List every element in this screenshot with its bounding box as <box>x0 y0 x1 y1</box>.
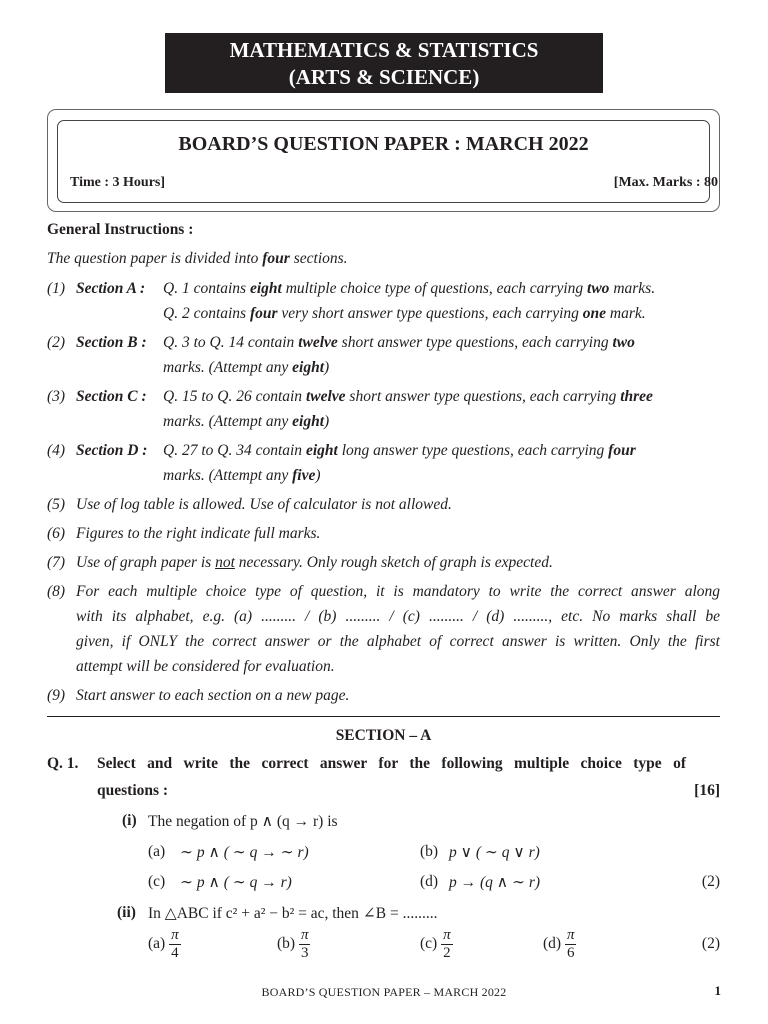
numerator: π <box>300 927 309 943</box>
instruction-2-number: (2) <box>47 334 66 351</box>
qi-option-b: p ∨ ( ∼ q ∨ r) <box>449 844 540 861</box>
instruction-2-line1 <box>163 334 635 352</box>
denominator: 6 <box>566 945 575 961</box>
text: multiple choice type of questions, each carrying <box>281 280 588 297</box>
numerator: π <box>443 927 451 943</box>
instruction-8-number: (8) <box>47 583 66 600</box>
fraction <box>299 927 311 962</box>
emphasis: twelve <box>305 388 346 405</box>
instruction-8-line3: given, if ONLY the correct answer or the alphabet of correct answer is written. Only the first <box>76 633 720 650</box>
instruction-7-number: (7) <box>47 554 66 571</box>
text: Use of graph paper is <box>76 554 216 571</box>
page-number: 1 <box>714 983 721 998</box>
instructions-intro <box>47 250 348 268</box>
text: Q. 15 to Q. 26 contain <box>163 388 306 405</box>
qii-option-c <box>420 927 453 962</box>
numerator: π <box>566 927 575 943</box>
instruction-8-line4: attempt will be considered for evaluation. <box>76 658 335 675</box>
emphasis: two <box>587 280 610 297</box>
text: marks. <box>609 280 656 297</box>
qii-option-a <box>148 927 181 962</box>
qi-option-d-label: (d) <box>420 873 439 890</box>
fraction <box>169 927 181 962</box>
emphasis: four <box>608 442 636 459</box>
instruction-4-number: (4) <box>47 442 66 459</box>
instruction-1-line1 <box>163 280 655 298</box>
instruction-2-line2 <box>163 359 329 377</box>
text: Q. 27 to Q. 34 contain <box>163 442 306 459</box>
emphasis: eight <box>292 359 325 376</box>
emphasis: eight <box>305 442 338 459</box>
q1-marks: [16] <box>694 782 720 799</box>
fraction <box>565 927 577 962</box>
q1-line2: questions : <box>97 782 169 799</box>
denominator: 4 <box>171 945 179 961</box>
qi-option-a-label: (a) <box>148 843 166 860</box>
instruction-6-number: (6) <box>47 525 66 542</box>
text: marks. (Attempt any <box>163 413 293 430</box>
text: Q. 2 contains <box>163 305 250 322</box>
instruction-8-line2: with its alphabet, e.g. (a) ......... / (b) ......... / (c) ......... / (d) ........., etc. No marks shall be <box>76 608 720 625</box>
instruction-5-number: (5) <box>47 496 66 513</box>
intro-text: The question paper is divided into <box>47 250 263 267</box>
text: Q. 1 contains <box>163 280 250 297</box>
qii-option-b-label: (b) <box>277 935 296 953</box>
q1-line1: Select and write the correct answer for the following multiple choice type of <box>97 755 686 772</box>
emphasis: one <box>582 305 607 322</box>
qii-text: In △ABC if c² + a² − b² = ac, then ∠B = ......... <box>148 905 438 922</box>
text: Q. 3 to Q. 14 contain <box>163 334 299 351</box>
text: mark. <box>606 305 646 322</box>
emphasis: four <box>249 305 278 322</box>
intro-emphasis: four <box>262 250 290 267</box>
subject-banner <box>165 33 603 93</box>
qii-option-c-label: (c) <box>420 935 438 953</box>
instruction-8-line1: For each multiple choice type of question, it is mandatory to write the correct answer along <box>76 583 720 600</box>
qii-option-d-label: (d) <box>543 935 562 953</box>
text: ) <box>324 359 330 376</box>
instruction-4-label: Section D : <box>76 442 148 459</box>
qii-number: (ii) <box>117 904 136 921</box>
denominator: 3 <box>300 945 309 961</box>
intro-text-end: sections. <box>289 250 348 267</box>
instruction-6-text: Figures to the right indicate full marks. <box>76 525 321 542</box>
qi-text: The negation of p ∧ (q → r) is <box>148 813 338 830</box>
q1-number: Q. 1. <box>47 755 79 772</box>
qi-option-a: ∼ p ∧ ( ∼ q → ∼ r) <box>180 844 309 861</box>
instruction-9-number: (9) <box>47 687 66 704</box>
max-marks: [Max. Marks : 80 <box>613 175 718 190</box>
section-a-title: SECTION – A <box>335 727 432 744</box>
instruction-4-line2 <box>163 467 321 485</box>
qii-option-b <box>277 927 310 962</box>
text: long answer type questions, each carrying <box>337 442 609 459</box>
instruction-3-label: Section C : <box>76 388 147 405</box>
text: necessary. Only rough sketch of graph is expected. <box>234 554 553 571</box>
denominator: 2 <box>443 945 451 961</box>
instruction-4-line1 <box>163 442 636 460</box>
instructions-title: General Instructions : <box>47 221 194 238</box>
emphasis: eight <box>292 413 325 430</box>
qi-option-c: ∼ p ∧ ( ∼ q → r) <box>180 874 292 891</box>
instruction-1-number: (1) <box>47 280 66 297</box>
emphasis: two <box>612 334 635 351</box>
instruction-5-text: Use of log table is allowed. Use of calculator is not allowed. <box>76 496 452 513</box>
qii-marks: (2) <box>701 935 720 952</box>
fraction <box>441 927 453 962</box>
instruction-1-label: Section A : <box>76 280 146 297</box>
banner-line2: (ARTS & SCIENCE) <box>288 65 480 89</box>
time-allowed: Time : 3 Hours] <box>70 175 166 190</box>
text: marks. (Attempt any <box>163 359 293 376</box>
instruction-9-text: Start answer to each section on a new page. <box>76 687 350 704</box>
emphasis: eight <box>249 280 282 297</box>
text: ) <box>324 413 330 430</box>
qi-marks: (2) <box>701 873 720 890</box>
instruction-3-line1 <box>163 388 653 406</box>
banner-line1: MATHEMATICS & STATISTICS <box>229 38 539 62</box>
instruction-3-number: (3) <box>47 388 66 405</box>
paper-title: BOARD’S QUESTION PAPER : MARCH 2022 <box>178 133 589 155</box>
text: short answer type questions, each carrying <box>345 388 621 405</box>
text: ) <box>315 467 321 484</box>
qii-option-a-label: (a) <box>148 935 166 953</box>
qi-option-c-label: (c) <box>148 873 166 890</box>
qi-option-d: p → (q ∧ ∼ r) <box>449 874 541 891</box>
text: marks. (Attempt any <box>163 467 293 484</box>
underlined-text: not <box>215 554 235 571</box>
text: very short answer type questions, each carrying <box>277 305 583 322</box>
numerator: π <box>171 927 179 943</box>
divider-line <box>47 716 720 717</box>
text: short answer type questions, each carrying <box>337 334 613 351</box>
emphasis: three <box>620 388 653 405</box>
page-footer: BOARD’S QUESTION PAPER – MARCH 2022 <box>261 985 507 999</box>
instruction-1-line2 <box>163 305 646 323</box>
emphasis: twelve <box>298 334 338 351</box>
emphasis: five <box>292 467 316 484</box>
qi-option-b-label: (b) <box>420 843 439 860</box>
qi-number: (i) <box>122 812 137 829</box>
instruction-2-label: Section B : <box>76 334 147 351</box>
instruction-7-text <box>76 554 553 572</box>
instruction-3-line2 <box>163 413 329 431</box>
qii-option-d <box>543 927 576 962</box>
